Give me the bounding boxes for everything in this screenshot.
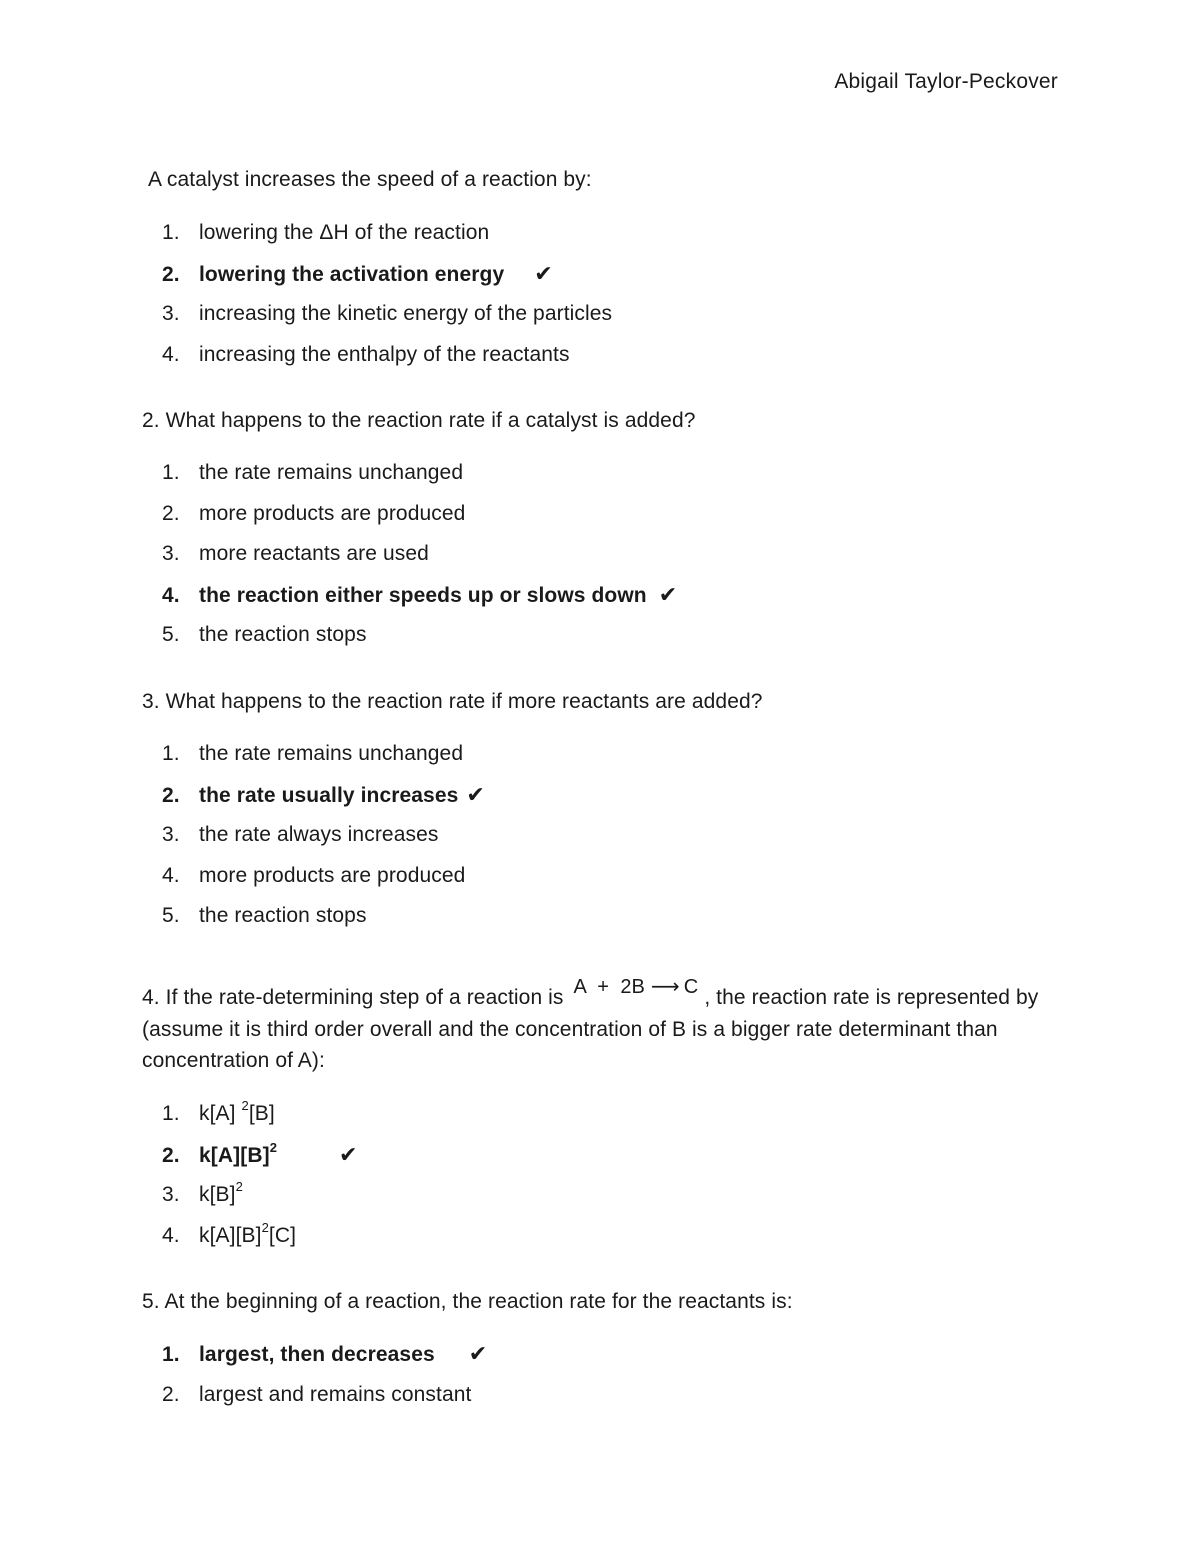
option-number: 4. <box>162 342 180 366</box>
option <box>162 453 962 494</box>
option-number: 4. <box>162 583 180 607</box>
option <box>162 534 962 575</box>
option-text: lowering the activation energy <box>199 262 505 286</box>
option <box>162 213 962 254</box>
option-correct <box>162 775 962 816</box>
option-text: more reactants are used <box>199 542 429 565</box>
option-number: 1. <box>162 1102 180 1125</box>
option-text: the rate usually increases <box>199 783 459 807</box>
option-text: more products are produced <box>199 501 466 525</box>
question-2-options <box>162 453 962 656</box>
option-number: 4. <box>162 863 180 887</box>
option <box>162 1375 962 1416</box>
option-number: 3. <box>162 1183 180 1206</box>
equation-plus: + <box>597 976 609 998</box>
equation-reactant-a: A <box>573 976 586 998</box>
option-text: the reaction stops <box>199 623 367 646</box>
option-number: 1. <box>162 461 180 484</box>
option-correct <box>162 1135 962 1176</box>
option <box>162 494 962 535</box>
option <box>162 856 962 897</box>
reaction-equation <box>574 972 699 1003</box>
question-4-options <box>162 1094 962 1256</box>
option-number: 2. <box>162 783 180 807</box>
question-4-text-before: 4. If the rate-determining step of a reaction is <box>142 986 564 1009</box>
option <box>162 294 962 335</box>
option-text: the rate remains unchanged <box>199 461 464 484</box>
check-mark-icon: ✔ <box>658 581 678 607</box>
option-text: more products are produced <box>199 863 466 887</box>
question-3-options <box>162 734 962 937</box>
option-text: the rate always increases <box>199 823 439 846</box>
option-number: 2. <box>162 1143 180 1167</box>
option-text-tail: [C] <box>268 1223 297 1247</box>
option-text: increasing the enthalpy of the reactants <box>199 342 570 366</box>
option-number: 2. <box>162 501 180 525</box>
option-text: the reaction either speeds up or slows down <box>199 583 647 607</box>
option-text-tail: [B] <box>248 1102 275 1125</box>
question-3-text: 3. What happens to the reaction rate if more reactants are added? <box>142 690 763 713</box>
option <box>162 1216 962 1257</box>
check-mark-icon: ✔ <box>339 1141 358 1167</box>
option-number: 1. <box>162 1343 180 1366</box>
option-number: 5. <box>162 904 180 927</box>
option-text: k[B] <box>199 1183 236 1206</box>
option-number: 3. <box>162 542 180 565</box>
question-2-text: 2. What happens to the reaction rate if a catalyst is added? <box>142 409 696 432</box>
option-text: lowering the ΔH of the reaction <box>199 221 490 244</box>
option <box>162 815 962 856</box>
equation-reactant-b: 2B <box>620 976 645 998</box>
option-text: k[A][B] <box>199 1143 270 1167</box>
option-correct <box>162 575 962 616</box>
option-text: the reaction stops <box>199 904 367 927</box>
question-1-text: A catalyst increases the speed of a reaction by: <box>148 168 592 191</box>
option <box>162 896 962 937</box>
option-text: largest and remains constant <box>199 1382 472 1406</box>
question-5-options <box>162 1334 962 1415</box>
equation-product-c: C <box>683 976 699 998</box>
option-number: 1. <box>162 742 180 765</box>
option-correct <box>162 254 962 295</box>
option-number: 2. <box>162 262 180 286</box>
option-text: largest, then decreases <box>199 1343 435 1366</box>
option <box>162 1175 962 1216</box>
check-mark-icon: ✔ <box>468 1341 488 1366</box>
check-mark-icon: ✔ <box>466 781 485 807</box>
option-number: 3. <box>162 302 180 325</box>
option-exponent: 2 <box>241 1098 249 1113</box>
question-4-text-after: , the reaction rate is represented by (assume it is third order overall and the concentration of B is a bigger rate determinant than concentration of A): <box>142 986 1039 1072</box>
option-correct <box>162 1334 962 1375</box>
question-4-text <box>142 976 1042 1076</box>
arrow-right-icon: ⟶ <box>650 976 680 998</box>
check-mark-icon: ✔ <box>534 260 553 286</box>
option-text: increasing the kinetic energy of the particles <box>199 302 613 325</box>
option-text: k[A] <box>199 1102 236 1125</box>
option-text: k[A][B] <box>199 1223 262 1247</box>
author-name: Abigail Taylor-Peckover <box>834 70 1058 93</box>
option-number: 5. <box>162 623 180 646</box>
option <box>162 734 962 775</box>
option-exponent: 2 <box>235 1179 243 1194</box>
question-1-options <box>162 213 962 375</box>
option-exponent: 2 <box>261 1219 269 1235</box>
option <box>162 335 962 376</box>
question-5-text: 5. At the beginning of a reaction, the reaction rate for the reactants is: <box>142 1290 793 1313</box>
option-number: 4. <box>162 1223 180 1247</box>
option <box>162 615 962 656</box>
option-number: 2. <box>162 1382 180 1406</box>
option <box>162 1094 962 1135</box>
option-number: 1. <box>162 221 180 244</box>
option-text: the rate remains unchanged <box>199 742 464 765</box>
option-exponent: 2 <box>269 1139 278 1155</box>
option-number: 3. <box>162 823 180 846</box>
